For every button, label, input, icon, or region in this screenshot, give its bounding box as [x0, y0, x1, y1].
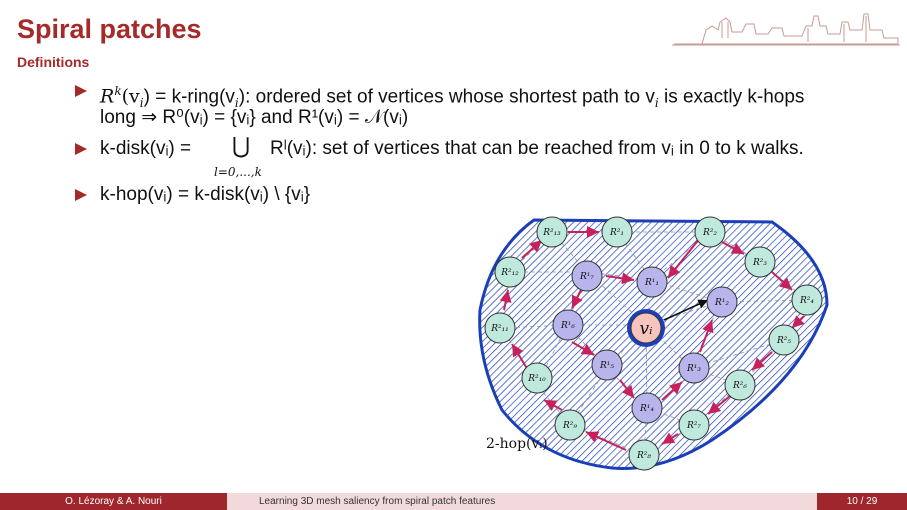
bullet-1-line-1: $R^k(v_i)$ = $k-ring(v_i)$: ordered set of vertices whose shortest path to $v_i$ is exactly k-hops [100, 84, 805, 111]
slide-title: Spiral patches [17, 14, 202, 44]
union-subscript: l=0,...,k [214, 165, 262, 179]
svg-text:R²₁₀: R²₁₀ [528, 374, 546, 384]
svg-text:R²₆: R²₆ [733, 381, 747, 391]
bullet-marker-icon [75, 189, 87, 201]
bullet-2-rhs: Rˡ(vᵢ): set of vertices that can be reached from vᵢ in 0 to k walks. [270, 138, 804, 159]
bullet-3 [76, 182, 876, 210]
spiral-patch-diagram [472, 210, 832, 475]
svg-text:R¹₁: R¹₁ [645, 278, 659, 288]
svg-text:R²₅: R²₅ [777, 336, 791, 346]
slide-subtitle: Definitions [17, 54, 90, 70]
svg-text:R²₁₁: R²₁₁ [491, 324, 509, 334]
svg-text:R¹₆: R¹₆ [561, 321, 575, 331]
svg-text:R¹₅: R¹₅ [600, 361, 614, 371]
bullet-2 [76, 136, 876, 182]
svg-text:R²₇: R²₇ [687, 421, 701, 431]
footer-talk-title: Learning 3D mesh saliency from spiral patch features [259, 496, 496, 507]
svg-text:R²₁₃: R²₁₃ [543, 228, 561, 238]
footer-page-number: 10 / 29 [817, 493, 907, 510]
bullet-3-text: k-hop(vᵢ) = k-disk(vᵢ) \ {vᵢ} [100, 184, 311, 205]
bullet-1 [76, 78, 876, 134]
city-skyline-logo [672, 8, 900, 48]
svg-text:R²₄: R²₄ [800, 296, 814, 306]
bullet-2-lhs: k-disk(vᵢ) = [100, 138, 192, 159]
union-symbol: ⋃ [232, 134, 251, 159]
hop-label: 2-hop(vᵢ) [486, 436, 548, 452]
bullet-1-line-2: long ⇒ R⁰(vᵢ) = {vᵢ} and R¹(vᵢ) = 𝒩(vᵢ) [100, 107, 409, 128]
svg-text:R¹₄: R¹₄ [640, 404, 654, 414]
svg-text:R²₁: R²₁ [610, 228, 624, 238]
svg-text:R²₁₂: R²₁₂ [501, 268, 519, 278]
footer-title-box [227, 493, 817, 510]
svg-text:R²₈: R²₈ [637, 451, 651, 461]
footer-authors: O. Lézoray & A. Nouri [0, 493, 227, 510]
svg-text:R¹₃: R¹₃ [687, 364, 701, 374]
svg-text:R²₂: R²₂ [703, 228, 717, 238]
bullet-marker-icon [75, 85, 87, 97]
footer-bar [0, 493, 907, 510]
svg-text:R¹₇: R¹₇ [580, 272, 594, 282]
bullet-marker-icon [75, 143, 87, 155]
svg-text:R²₉: R²₉ [563, 421, 577, 431]
svg-text:R¹₂: R¹₂ [715, 298, 729, 308]
svg-text:R²₃: R²₃ [753, 258, 767, 268]
center-vertex-label: vᵢ [639, 319, 653, 339]
